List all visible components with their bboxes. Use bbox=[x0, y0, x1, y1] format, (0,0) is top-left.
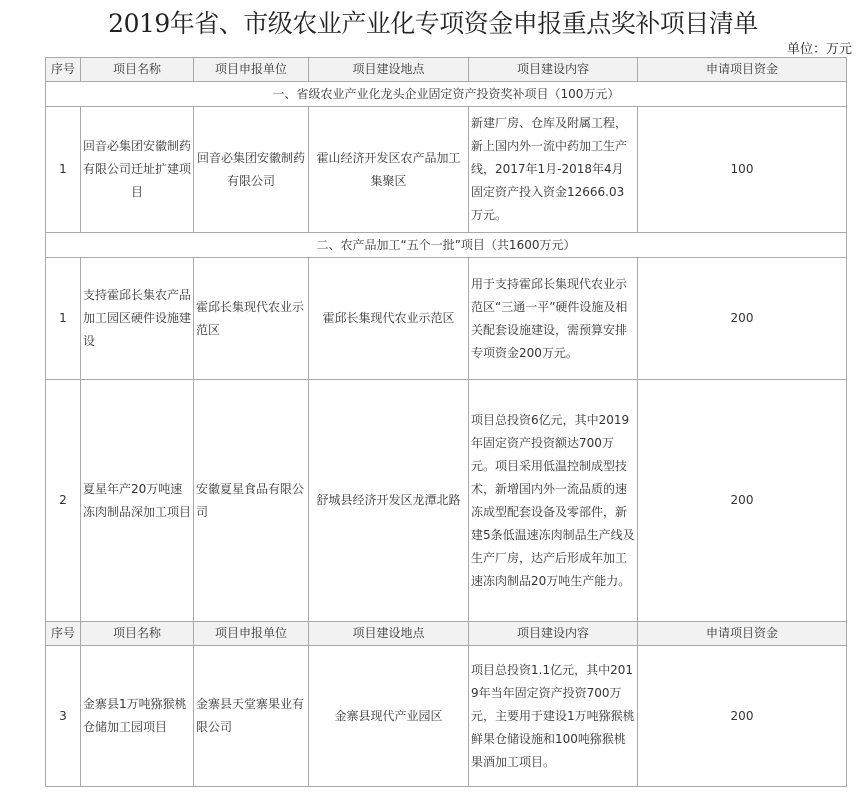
cell-amount: 200 bbox=[638, 380, 847, 622]
section-heading: 二、农产品加工“五个一批”项目（共1600万元） bbox=[46, 233, 847, 258]
table-row bbox=[46, 646, 847, 787]
cell-no: 3 bbox=[46, 646, 81, 787]
cell-content: 新建厂房、仓库及附属工程，新上国内外一流中药加工生产线，2017年1月-2018年4月固定资产投入资金12666.03万元。 bbox=[469, 107, 638, 233]
header-project-name: 项目名称 bbox=[81, 622, 194, 646]
cell-project-name: 金寨县1万吨猕猴桃仓储加工园项目 bbox=[81, 646, 194, 787]
cell-project-name: 支持霍邱长集农产品加工园区硬件设施建设 bbox=[81, 258, 194, 380]
cell-amount: 200 bbox=[638, 258, 847, 380]
project-table bbox=[45, 57, 847, 787]
page-title: 2019年省、市级农业产业化专项资金申报重点奖补项目清单 bbox=[108, 9, 758, 38]
table-row bbox=[46, 107, 847, 233]
header-content: 项目建设内容 bbox=[469, 58, 638, 82]
cell-location: 舒城县经济开发区龙潭北路 bbox=[309, 380, 469, 622]
header-project-name: 项目名称 bbox=[81, 58, 194, 82]
cell-location: 霍邱长集现代农业示范区 bbox=[309, 258, 469, 380]
cell-location: 金寨县现代产业园区 bbox=[309, 646, 469, 787]
cell-project-name: 回音必集团安徽制药有限公司迁址扩建项目 bbox=[81, 107, 194, 233]
cell-location: 霍山经济开发区农产品加工集聚区 bbox=[309, 107, 469, 233]
cell-no: 2 bbox=[46, 380, 81, 622]
table-row bbox=[46, 258, 847, 380]
header-location: 项目建设地点 bbox=[309, 622, 469, 646]
cell-content: 项目总投资1.1亿元，其中2019年当年固定资产投资700万元，主要用于建设1万吨猕猴桃鲜果仓储设施和100吨猕猴桃果酒加工项目。 bbox=[469, 646, 638, 787]
cell-applicant: 回音必集团安徽制药有限公司 bbox=[194, 107, 309, 233]
cell-no: 1 bbox=[46, 258, 81, 380]
cell-no: 1 bbox=[46, 107, 81, 233]
cell-amount: 200 bbox=[638, 646, 847, 787]
header-applicant: 项目申报单位 bbox=[194, 622, 309, 646]
cell-content: 项目总投资6亿元，其中2019年固定资产投资额达700万元。项目采用低温控制成型技术，新增国内外一流品质的速冻成型配套设备及零部件，新建5条低温速冻肉制品生产线及生产厂房，达产后形成年加工速冻肉制品20万吨生产能力。 bbox=[469, 380, 638, 622]
cell-project-name: 夏星年产20万吨速冻肉制品深加工项目 bbox=[81, 380, 194, 622]
unit-label: 单位：万元 bbox=[786, 42, 852, 57]
header-content: 项目建设内容 bbox=[469, 622, 638, 646]
section-heading-row bbox=[46, 233, 847, 258]
table-row bbox=[46, 380, 847, 622]
header-location: 项目建设地点 bbox=[309, 58, 469, 82]
table-header-row bbox=[46, 622, 847, 646]
section-heading: 一、省级农业产业化龙头企业固定资产投资奖补项目（100万元） bbox=[46, 82, 847, 107]
cell-amount: 100 bbox=[638, 107, 847, 233]
cell-applicant: 安徽夏星食品有限公司 bbox=[194, 380, 309, 622]
header-amount: 申请项目资金 bbox=[638, 58, 847, 82]
header-applicant: 项目申报单位 bbox=[194, 58, 309, 82]
header-no: 序号 bbox=[46, 622, 81, 646]
section-heading-row bbox=[46, 82, 847, 107]
cell-applicant: 金寨县天堂寨果业有限公司 bbox=[194, 646, 309, 787]
header-amount: 申请项目资金 bbox=[638, 622, 847, 646]
header-no: 序号 bbox=[46, 58, 81, 82]
cell-applicant: 霍邱长集现代农业示范区 bbox=[194, 258, 309, 380]
cell-content: 用于支持霍邱长集现代农业示范区“三通一平”硬件设施及相关配套设施建设，需预算安排专项资金200万元。 bbox=[469, 258, 638, 380]
table-header-row bbox=[46, 58, 847, 82]
